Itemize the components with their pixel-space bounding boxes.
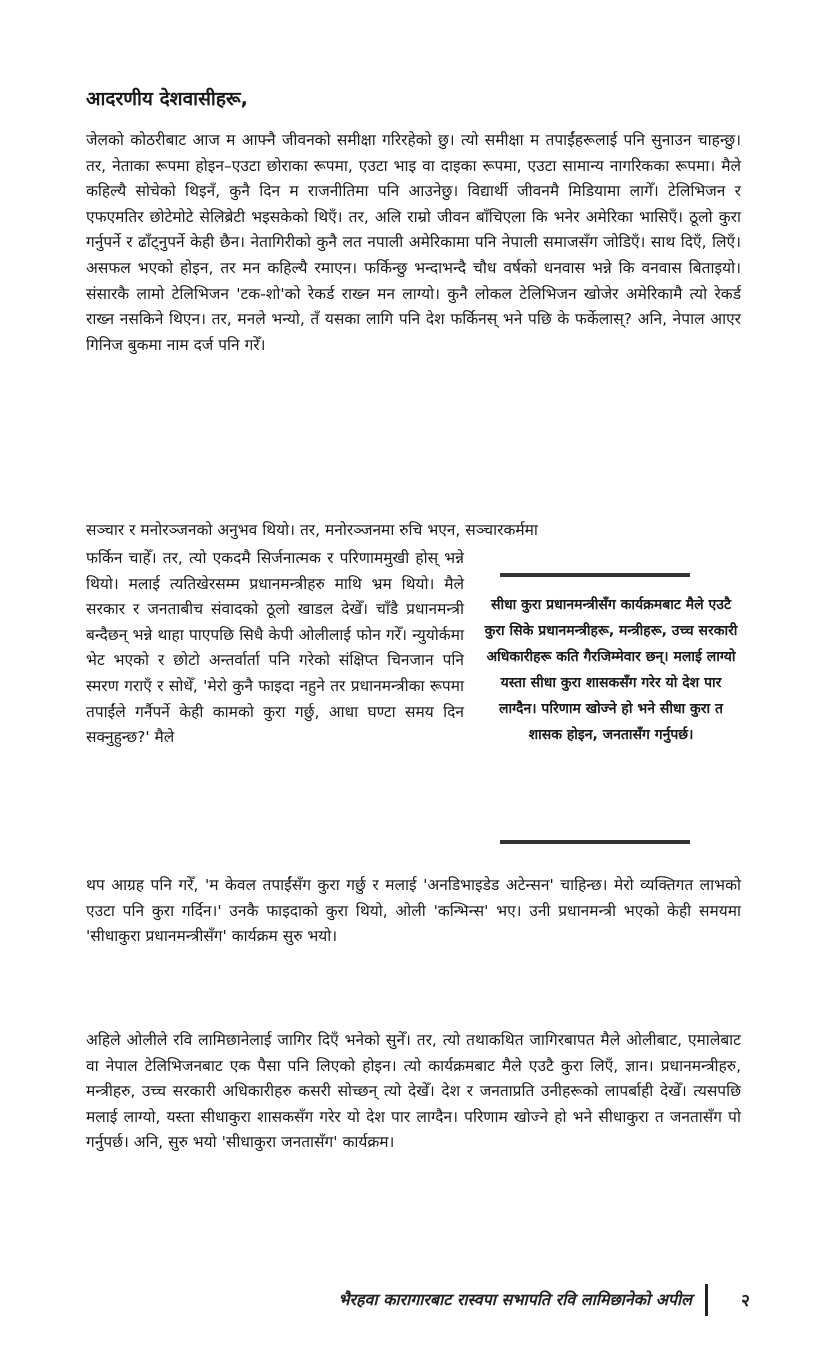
- pull-quote-bottom-rule: [500, 840, 690, 844]
- footer-title: भैरहवा कारागारबाट रास्वपा सभापति रवि लामिछानेको अपील: [338, 1290, 692, 1309]
- paragraph-2-column: फर्किन चाहेँ। तर, त्यो एकदमै सिर्जनात्मक र परिणाममुखी होस् भन्ने थियो। मलाई त्यतिखेरसम्म प्रधानमन्त्रीहरु माथि भ्रम थियो। मैले सरकार र जनताबीच संवादको ठूलो खाडल देखेँ। चाँडै प्रधानमन्त्री बन्दैछन् भन्ने थाहा पाएपछि सिधै केपी ओलीलाई फोन गरेँ। न्युयोर्कमा भेट भएको र छोटो अन्तर्वार्ता पनि गरेको संक्षिप्त चिनजान पनि स्मरण गराएँ र सोधेँ, 'मेरो कुनै फाइदा नहुने तर प्रधानमन्त्रीका रूपमा तपाईंले गर्नैपर्ने केही कामको कुरा गर्छु, आधा घण्टा समय दिन सक्नुहुन्छ?' मैले: [86, 549, 464, 747]
- pull-quote: [480, 570, 742, 850]
- page-number: २: [741, 1291, 750, 1311]
- paragraph-3: अहिले ओलीले रवि लामिछानेलाई जागिर दिएँ भनेको सुनेँ। तर, त्यो तथाकथित जागिरबापत मैले ओलीबाट, एमालेबाट वा नेपाल टेलिभिजनबाट एक पैसा पनि लिएको होइन। त्यो कार्यक्रमबाट मैले एउटै कुरा लिएँ, ज्ञान। प्रधानमन्त्रीहरु, मन्त्रीहरु, उच्च सरकारी अधिकारीहरु कसरी सोच्छन् त्यो देखेँ। देश र जनताप्रति उनीहरूको लापर्बाही देखेँ। त्यसपछि मलाई लाग्यो, यस्ता सीधाकुरा शासकसँग गरेर यो देश पार लाग्दैन। परिणाम खोज्ने हो भने सीधाकुरा त जनतासँग पो गर्नुपर्छ। अनि, सुरु भयो 'सीधाकुरा जनतासँग' कार्यक्रम।: [86, 1031, 741, 1152]
- paragraph-2-tail: थप आग्रह पनि गरेँ, 'म केवल तपाईंसँग कुरा गर्छु र मलाई 'अनडिभाइडेड अटेन्सन' चाहिन्छ। मेरो व्यक्तिगत लाभको एउटा पनि कुरा गर्दिन।' उनकै फाइदाको कुरा थियो, ओली 'कन्भिन्स' भए। उनी प्रधानमन्त्री भएको केही समयमा 'सीधाकुरा प्रधानमन्त्रीसँग' कार्यक्रम सुरु भयो।: [86, 876, 741, 946]
- salutation: आदरणीय देशवासीहरू,: [86, 88, 248, 110]
- paragraph-1: जेलको कोठरीबाट आज म आफ्नै जीवनको समीक्षा गरिरहेको छु। त्यो समीक्षा म तपाईंहरूलाई पनि सुनाउन चाहन्छु। तर, नेताका रूपमा होइन–एउटा छोराका रूपमा, एउटा भाइ वा दाइका रूपमा, एउटा सामान्य नागरिकका रूपमा। मैले कहिल्यै सोचेको थिइनँ, कुनै दिन म राजनीतिमा पनि आउनेछु। विद्यार्थी जीवनमै मिडियामा लागेँ। टेलिभिजन र एफएमतिर छोटेमोटे सेलिब्रेटी भइसकेको थिएँ। तर, अलि राम्रो जीवन बाँचिएला कि भनेर अमेरिका भासिएँ। ठूलो कुरा गर्नुपर्ने र ढाँट्नुपर्ने केही छैन। नेतागिरीको कुनै लत नपाली अमेरिकामा पनि नेपाली समाजसँग जोडिएँ। साथ दिएँ, लिएँ। असफल भएको होइन, तर मन कहिल्यै रमाएन। फर्किन्छु भन्दाभन्दै चौध वर्षको धनवास भन्ने कि वनवास बिताइयो। संसारकै लामो टेलिभिजन 'टक-शो'को रेकर्ड राख्न मन लाग्यो। कुनै लोकल टेलिभिजन खोजेर अमेरिकामै त्यो रेकर्ड राख्न नसकिने थिएन। तर, मनले भन्यो, तँ यसका लागि पनि देश फर्किनस् भने पछि के फर्केलास्? अनि, नेपाल आएर गिनिज बुकमा नाम दर्ज पनि गरेँ।: [86, 131, 741, 354]
- pull-quote-text: सीधा कुरा प्रधानमन्त्रीसँग कार्यक्रमबाट मैले एउटै कुरा सिके प्रधानमन्त्रीहरू, मन्त्रीहरू, उच्च सरकारी अधिकारीहरू कति गैरजिम्मेवार छन्। मलाई लाग्यो यस्ता सीधा कुरा शासकसँग गरेर यो देश पार लाग्दैन। परिणाम खोज्ने हो भने सीधा कुरा त शासक होइन, जनतासँग गर्नुपर्छ।: [484, 597, 738, 743]
- pull-quote-top-rule: [500, 573, 690, 577]
- paragraph-2-lead: सञ्चार र मनोरञ्जनको अनुभव थियो। तर, मनोरञ्जनमा रुचि भएन, सञ्चारकर्ममा: [86, 521, 538, 539]
- footer-divider: [705, 1284, 708, 1316]
- page-footer: [200, 1284, 760, 1318]
